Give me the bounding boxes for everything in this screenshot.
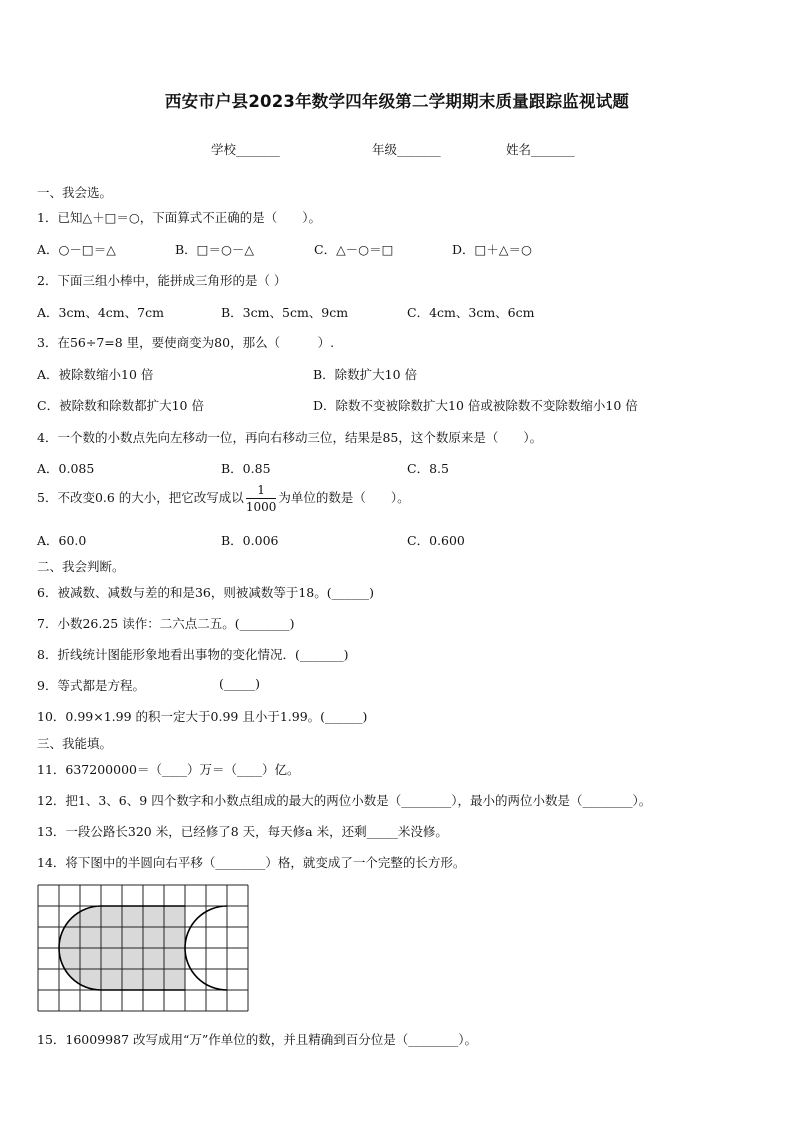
q4-option-a: A．0.085 [37, 461, 95, 476]
q3-option-b: B．除数扩大10 倍 [313, 367, 418, 382]
question-7: 7．小数26.25 读作：二六点二五。(________) [37, 616, 295, 631]
q4-option-b: B．0.85 [221, 461, 271, 476]
fraction [246, 484, 277, 513]
q5-option-b: B．0.006 [221, 533, 279, 548]
question-13: 13．一段公路长320 米，已经修了8 天，每天修a 米，还剩_____米没修。 [37, 824, 448, 839]
question-15: 15．16009987 改写成用“万”作单位的数，并且精确到百分位是（________）。 [37, 1032, 478, 1047]
question-8: 8．折线统计图能形象地看出事物的变化情况．(_______) [37, 647, 349, 662]
q3-option-c: C．被除数和除数都扩大10 倍 [37, 398, 204, 413]
name-field: 姓名_______ [506, 142, 575, 157]
question-11: 11．637200000＝（____）万＝（____）亿。 [37, 762, 300, 777]
question-10: 10．0.99×1.99 的积一定大于0.99 且小于1.99。(______) [37, 709, 368, 724]
grid-lines [38, 885, 248, 1011]
q5-option-a: A．60.0 [37, 533, 87, 548]
page-title: 西安市户县2023年数学四年级第二学期期末质量跟踪监视试题 [164, 92, 630, 111]
grid-figure [37, 884, 252, 1014]
question-14: 14．将下图中的半圆向右平移（________）格，就变成了一个完整的长方形。 [37, 855, 466, 870]
question-6: 6．被减数、减数与差的和是36，则被减数等于18。(______) [37, 585, 375, 600]
q2-option-b: B．3cm、5cm、9cm [221, 305, 349, 320]
school-field: 学校_______ [211, 142, 280, 157]
question-4: 4．一个数的小数点先向左移动一位，再向右移动三位，结果是85，这个数原来是（ ）。 [37, 430, 543, 445]
q3-option-a: A．被除数缩小10 倍 [37, 367, 154, 382]
question-1: 1．已知△＋□＝○，下面算式不正确的是（ ）。 [37, 210, 322, 225]
fraction-denominator: 1000 [245, 500, 277, 514]
q2-option-c: C．4cm、3cm、6cm [407, 305, 535, 320]
q3-option-d: D．除数不变被除数扩大10 倍或被除数不变除数缩小10 倍 [313, 398, 638, 413]
q4-option-c: C．8.5 [407, 461, 449, 476]
question-2: 2．下面三组小棒中，能拼成三角形的是（ ） [37, 273, 287, 288]
q2-option-a: A．3cm、4cm、7cm [37, 305, 164, 320]
question-5 [37, 484, 410, 513]
question-12: 12．把1、3、6、9 四个数字和小数点组成的最大的两位小数是（________），最小的两位小数是（________）。 [37, 793, 652, 808]
question-3: 3．在56÷7=8 里，要使商变为80，那么（ ）. [37, 335, 335, 350]
q5-text-after: 为单位的数是（ ）。 [278, 490, 410, 505]
question-9-blank: (_____) [219, 676, 261, 691]
q5-text-before: 5．不改变0.6 的大小，把它改写成以 [37, 490, 244, 505]
q5-option-c: C．0.600 [407, 533, 465, 548]
q1-option-c: C．△－○＝□ [314, 242, 394, 257]
q1-option-b: B．□＝○－△ [175, 242, 255, 257]
q1-option-a: A．○－□＝△ [37, 242, 116, 257]
section-heading-3: 三、我能填。 [37, 736, 113, 751]
section-heading-1: 一、我会选。 [37, 185, 113, 200]
section-heading-2: 二、我会判断。 [37, 559, 125, 574]
question-9: 9．等式都是方程。 [37, 678, 145, 693]
fraction-numerator: 1 [246, 484, 277, 499]
grade-field: 年级_______ [372, 142, 441, 157]
q1-option-d: D．□＋△＝○ [452, 242, 532, 257]
